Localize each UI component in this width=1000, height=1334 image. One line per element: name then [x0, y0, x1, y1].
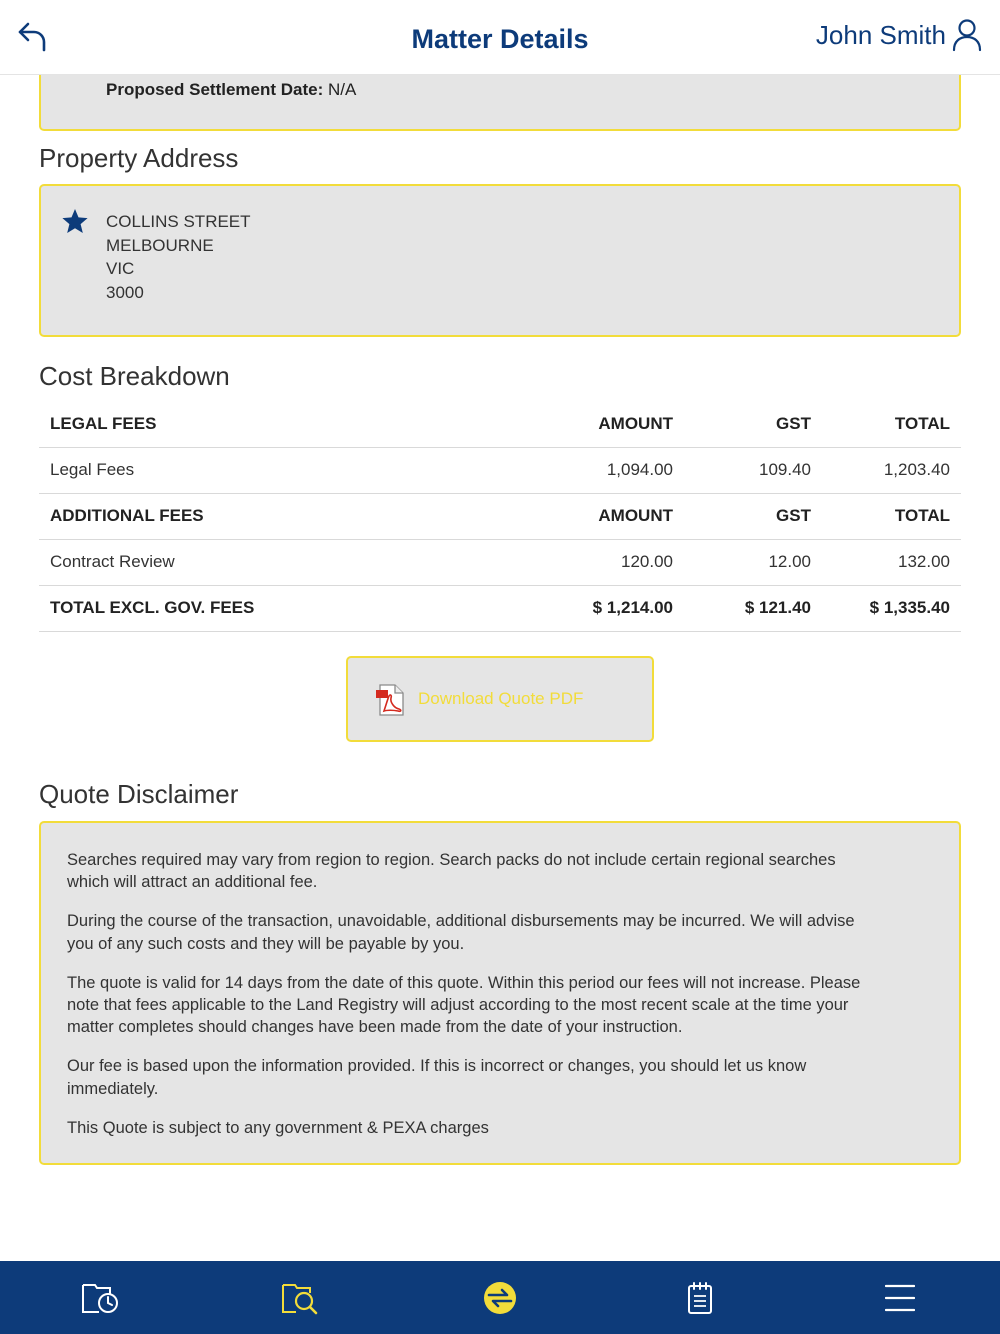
- table-header-cell: AMOUNT: [459, 493, 673, 539]
- disclaimer-text: [67, 849, 867, 1156]
- quote-disclaimer-title: Quote Disclaimer: [39, 779, 239, 809]
- nav-history[interactable]: [0, 1261, 200, 1334]
- table-header-cell: GST: [673, 401, 811, 447]
- table-cell: Contract Review: [39, 539, 459, 585]
- menu-icon: [885, 1283, 915, 1313]
- star-icon: [61, 208, 89, 235]
- app-header: [0, 0, 1000, 75]
- user-icon: [952, 18, 982, 52]
- table-cell: 1,094.00: [459, 447, 673, 493]
- pdf-icon: [375, 684, 405, 716]
- nav-menu[interactable]: [800, 1261, 1000, 1334]
- nav-search-documents[interactable]: [200, 1261, 400, 1334]
- table-cell: 120.00: [459, 539, 673, 585]
- matter-summary-card: [39, 75, 961, 131]
- search-document-icon: [280, 1281, 320, 1315]
- address-suburb: MELBOURNE: [106, 235, 214, 255]
- table-cell: 12.00: [673, 539, 811, 585]
- table-cell: 1,203.40: [811, 447, 961, 493]
- download-label: Download Quote PDF: [418, 689, 584, 708]
- address-postcode: 3000: [106, 282, 144, 302]
- disclaimer-paragraph: The quote is valid for 14 days from the date of this quote. Within this period our fees will not increase. Please note that fees applicable to the Land Registry will adjust according to the most recent scale at the time your matter completes should changes have been made from the date of your instruction.: [67, 973, 861, 1037]
- quote-transfer-icon: [482, 1280, 518, 1316]
- user-profile-button[interactable]: [816, 18, 982, 52]
- disclaimer-paragraph: During the course of the transaction, unavoidable, additional disbursements may be incurred. We will advise you of any such costs and they will be payable by you.: [67, 912, 855, 953]
- table-header-cell: TOTAL: [811, 401, 961, 447]
- content-area[interactable]: [0, 75, 1000, 1261]
- table-header-row: [39, 401, 961, 447]
- notepad-icon: [687, 1281, 713, 1315]
- address-lines: [106, 210, 251, 304]
- page-title: Matter Details: [411, 24, 589, 54]
- table-header-cell: AMOUNT: [459, 401, 673, 447]
- disclaimer-paragraph: Searches required may vary from region to region. Search packs do not include certain regional searches which will attract an additional fee.: [67, 851, 836, 892]
- quote-disclaimer-card: [39, 821, 961, 1165]
- table-header-cell: GST: [673, 493, 811, 539]
- table-header-cell: ADDITIONAL FEES: [39, 493, 459, 539]
- property-address-card: [39, 184, 961, 337]
- settlement-date-value: N/A: [328, 80, 357, 99]
- table-cell: $ 1,214.00: [459, 585, 673, 631]
- table-cell: 109.40: [673, 447, 811, 493]
- table-cell: 132.00: [811, 539, 961, 585]
- table-total-row: [39, 585, 961, 631]
- table-cell: Legal Fees: [39, 447, 459, 493]
- download-quote-pdf-button[interactable]: [346, 656, 654, 742]
- table-header-row: [39, 493, 961, 539]
- table-cell: $ 121.40: [673, 585, 811, 631]
- user-name: John Smith: [815, 19, 946, 50]
- address-state: VIC: [106, 259, 135, 278]
- table-row: [39, 447, 961, 493]
- table-header-cell: TOTAL: [811, 493, 961, 539]
- bottom-nav-bar: [0, 1261, 1000, 1334]
- property-address-title: Property Address: [39, 143, 239, 173]
- settlement-date: [106, 80, 356, 100]
- disclaimer-paragraph: This Quote is subject to any government & PEXA charges: [67, 1118, 489, 1137]
- table-header-cell: LEGAL FEES: [39, 401, 459, 447]
- cost-breakdown-table: [39, 401, 961, 632]
- history-icon: [80, 1281, 120, 1315]
- nav-quote[interactable]: [400, 1261, 600, 1334]
- settlement-date-label: Proposed Settlement Date:: [106, 80, 324, 99]
- nav-notes[interactable]: [600, 1261, 800, 1334]
- table-cell: $ 1,335.40: [811, 585, 961, 631]
- address-street: COLLINS STREET: [106, 212, 251, 231]
- disclaimer-paragraph: Our fee is based upon the information provided. If this is incorrect or changes, you should let us know immediately.: [67, 1057, 807, 1098]
- table-cell: TOTAL EXCL. GOV. FEES: [39, 585, 459, 631]
- cost-breakdown-title: Cost Breakdown: [39, 361, 230, 391]
- table-row: [39, 539, 961, 585]
